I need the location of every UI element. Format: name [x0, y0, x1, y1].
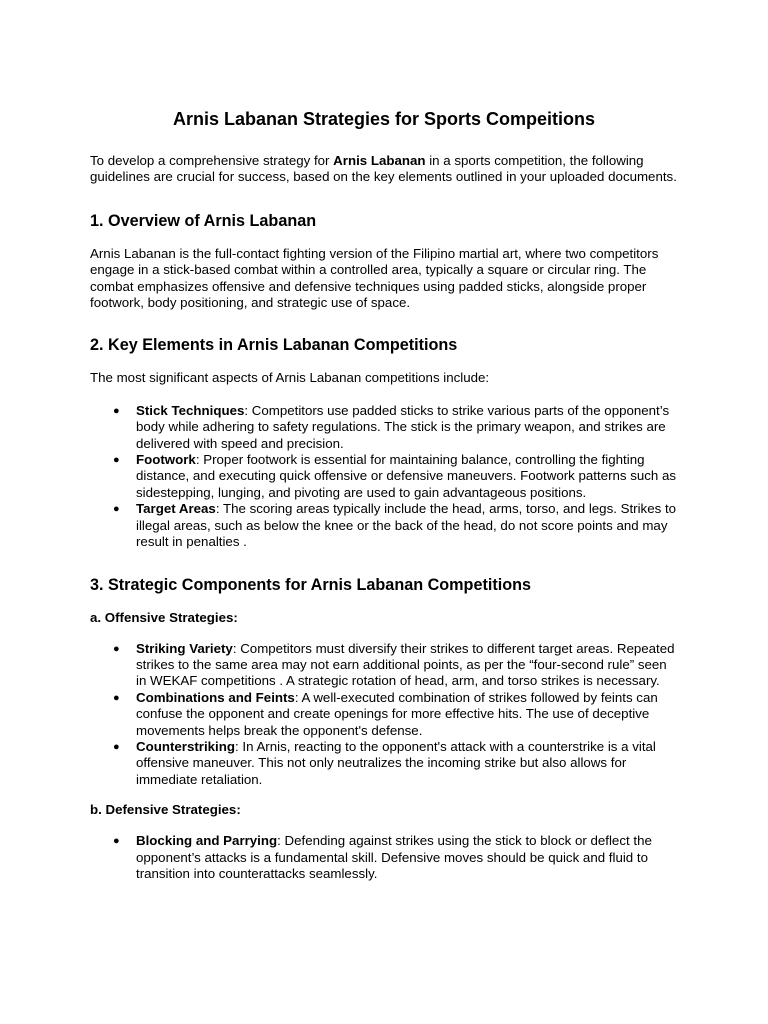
list-item — [113, 689, 678, 739]
key-elements-list — [90, 403, 678, 551]
bullet-icon: ● — [113, 404, 120, 417]
intro-paragraph — [90, 153, 678, 186]
item-text: : In Arnis, reacting to the opponent's attack with a counterstrike is a vital offensive maneuver. This not only neutralizes the incoming strike but also allows for immediate retaliation. — [136, 738, 656, 787]
bullet-icon: ● — [113, 691, 120, 704]
item-term: Target Areas — [136, 501, 216, 517]
bullet-icon: ● — [113, 740, 120, 753]
offensive-heading-text: a. Offensive Strategies — [90, 609, 234, 625]
bullet-icon: ● — [113, 503, 120, 516]
item-text: : Competitors use padded sticks to strike various parts of the opponent’s body while adhering to safety regulations. The stick is the primary weapon, and strikes are delivered with speed and precision. — [136, 402, 670, 451]
item-term: Footwork — [136, 452, 196, 468]
item-term: Blocking and Parrying — [136, 833, 278, 849]
defensive-heading-colon: : — [236, 802, 241, 818]
section-2-lead: The most significant aspects of Arnis Labanan competitions include: — [90, 370, 490, 386]
item-text: : Defending against strikes using the stick to block or deflect the opponent’s attacks is a fundamental skill. Defensive moves should be quick and fluid to transition into counterattacks seamlessly. — [136, 833, 652, 881]
item-text: : A well-executed combination of strikes followed by feints can confuse the opponent and create openings for more effective hits. The use of deceptive movements helps break the opponent's defense. — [136, 689, 658, 738]
intro-bold: Arnis Labanan — [333, 153, 426, 168]
page-title: Arnis Labanan Strategies for Sports Compeitions — [172, 109, 596, 129]
bullet-icon: ● — [113, 454, 120, 467]
item-term: Combinations and Feints — [136, 689, 295, 705]
item-text: : The scoring areas typically include the head, arms, torso, and legs. Strikes to illegal areas, such as below the knee or the back of the head, do not score points and may result in penalties . — [136, 501, 677, 550]
section-3-heading: 3. Strategic Components for Arnis Labanan Competitions — [90, 575, 532, 594]
section-1-paragraph: Arnis Labanan is the full-contact fighting version of the Filipino martial art, where two competitors engage in a stick-based combat within a controlled area, typically a square or circular ring. The combat emphasizes offensive and defensive techniques using padded sticks, alongside proper footwork, body positioning, and strategic use of space. — [90, 245, 659, 311]
list-item — [113, 640, 678, 690]
offensive-heading — [90, 610, 678, 626]
section-1-heading: 1. Overview of Arnis Labanan — [90, 211, 317, 230]
list-item — [113, 452, 678, 501]
intro-pre: To develop a comprehensive strategy for — [90, 153, 334, 168]
defensive-list — [90, 833, 678, 882]
list-item — [113, 833, 678, 882]
list-item — [113, 738, 678, 788]
defensive-heading — [90, 802, 678, 818]
item-text: : Competitors must diversify their strikes to different target areas. Repeated strikes to the same area may not earn additional points, as per the “four-second rule” seen in WEKAF competitions . A strategic rotation of head, arm, and torso strikes is necessary. — [136, 640, 675, 689]
list-item — [113, 501, 678, 550]
defensive-heading-text: b. Defensive Strategies — [90, 802, 237, 818]
section-2-heading: 2. Key Elements in Arnis Labanan Competitions — [90, 336, 458, 355]
item-term: Striking Variety — [136, 640, 233, 656]
intro-post: in a sports competition, the following guidelines are crucial for success, based on the key elements outlined in your uploaded documents. — [90, 153, 677, 185]
offensive-list — [90, 641, 678, 789]
item-term: Stick Techniques — [136, 402, 245, 418]
bullet-icon: ● — [113, 835, 120, 848]
offensive-heading-colon: : — [233, 609, 238, 625]
list-item — [113, 402, 678, 452]
item-term: Counterstriking — [136, 738, 235, 754]
item-text: : Proper footwork is essential for maintaining balance, controlling the fighting distance, and executing quick offensive or defensive maneuvers. Footwork patterns such as sidestepping, lunging, and pivoting are used to gain advantageous positions. — [136, 452, 677, 500]
bullet-icon: ● — [113, 642, 120, 655]
